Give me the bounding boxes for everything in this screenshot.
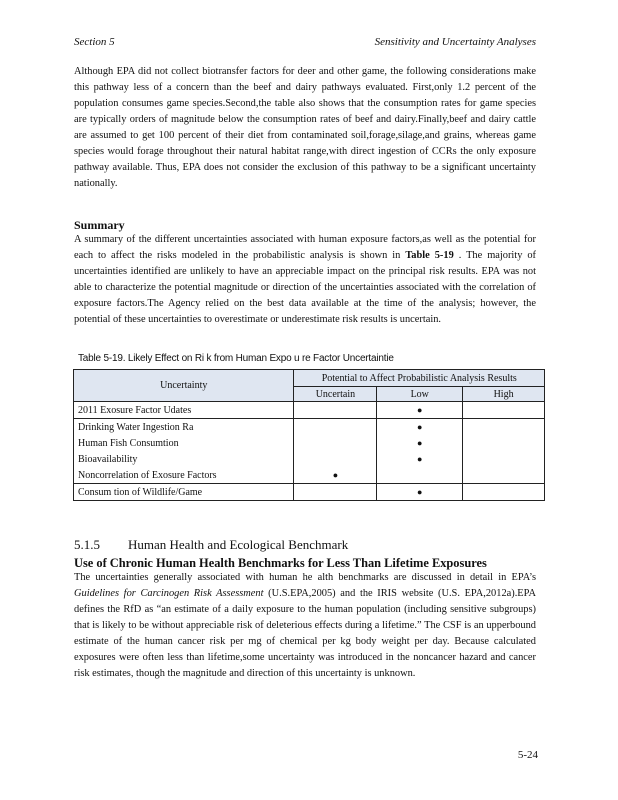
running-header-title: Sensitivity and Uncertainty Analyses	[374, 36, 536, 48]
cell-low	[377, 484, 463, 501]
running-header-section: Section 5	[74, 36, 115, 48]
cell-uncertain	[294, 402, 377, 419]
benchmark-text-start: The uncertainties generally associated with human he alth benchmarks are discussed in detail in EPA’s	[74, 572, 536, 583]
benchmark-text-end: (U.S.EPA,2005) and the IRIS website (U.S. EPA,2012a).EPA defines the RfD as “an estimate of a daily exposure to the human population (including sensitive subgroups) that is likely to be without appreciable risk of deleterious effects during a lifetime.” The CSF is an upperbound estimate of the human cancer risk per mg of chemical per kg body weight per day. Because calculated exposures were often less than lifetime,some uncertainty was introduced in the noncancer hazard and cancer risk estimates, though the magnitude and direction of this uncertainty is unknown.	[74, 588, 536, 679]
effect-dot-icon: ●	[417, 404, 423, 415]
subsection-heading: Use of Chronic Human Health Benchmarks for Less Than Lifetime Exposures	[74, 556, 487, 570]
summary-paragraph	[74, 232, 536, 328]
cell-high	[463, 402, 545, 419]
table-reference: Table 5-19	[405, 250, 454, 261]
effect-dot-icon: ●	[417, 486, 423, 497]
table-row	[74, 435, 545, 451]
row-label: 2011 Exosure Factor Udates	[74, 402, 294, 419]
row-label: Consum tion of Wildlife/Game	[74, 484, 294, 501]
summary-text-start: A summary of the different uncertainties associated with human exposure factors,as well as the potential for each to affect the risks modeled in the probabilistic analysis is shown in	[74, 234, 536, 261]
summary-text-end: . The majority of uncertainties identified are unlikely to have an appreciable impact on the principal risk results. EPA was not able to characterize the potential magnitude or direction of the uncertainties associated with the correlation of exposure factors.The Agency relied on the best data available at the time of the analysis; however, the potential of these uncertainties to overestimate or underestimate risk results is uncertain.	[74, 250, 536, 325]
table-row	[74, 484, 545, 501]
benchmark-paragraph	[74, 570, 536, 682]
header-uncertain: Uncertain	[294, 387, 377, 402]
cell-high	[463, 419, 545, 436]
uncertainty-table	[73, 369, 545, 501]
cell-uncertain	[294, 467, 377, 484]
summary-heading: Summary	[74, 218, 125, 232]
row-label: Human Fish Consumtion	[74, 435, 294, 451]
table-row	[74, 451, 545, 467]
effect-dot-icon: ●	[332, 469, 339, 480]
cell-high	[463, 435, 545, 451]
cell-low	[377, 467, 463, 484]
section-heading	[74, 537, 348, 553]
row-label: Drinking Water Ingestion Ra	[74, 419, 294, 436]
table-row	[74, 467, 545, 484]
cell-uncertain	[294, 451, 377, 467]
cell-low	[377, 451, 463, 467]
paragraph-game-pathway: Although EPA did not collect biotransfer factors for deer and other game, the following considerations make this pathway less of a concern than the beef and dairy pathways evaluated. First,only 1.2 percent of the population consumes game species.Second,the table also shows that the consumption rates for game species are typically orders of magnitude below the consumption rates of beef and dairy.Finally,beef and dairy cattle are assumed to get 100 percent of their diet from contaminated soil,forage,silage,and grains, whereas game species would forage throughout their natural habitat range,with direct ingestion of CCRs the only exposure pathway available. Thus, EPA does not consider the exclusion of this pathway to be a significant uncertainty nationally.	[74, 66, 536, 189]
cell-high	[463, 467, 545, 484]
cell-low	[377, 435, 463, 451]
row-label: Noncorrelation of Exosure Factors	[74, 467, 294, 484]
header-uncertainty: Uncertainty	[74, 370, 294, 402]
header-high: High	[463, 387, 545, 402]
effect-dot-icon: ●	[417, 453, 423, 464]
cell-uncertain	[294, 484, 377, 501]
effect-dot-icon: ●	[417, 421, 423, 432]
table-row	[74, 402, 545, 419]
cell-low	[377, 419, 463, 436]
header-low: Low	[377, 387, 463, 402]
row-label: Bioavailability	[74, 451, 294, 467]
table-row	[74, 419, 545, 436]
cell-low	[377, 402, 463, 419]
header-potential-effect: Potential to Affect Probabilistic Analysis Results	[294, 370, 545, 387]
cell-high	[463, 484, 545, 501]
section-number: 5.1.5	[74, 537, 100, 552]
table-caption: Table 5-19. Likely Effect on Ri k from Human Expo u re Factor Uncertaintie	[78, 353, 394, 364]
cell-uncertain	[294, 435, 377, 451]
section-title: Human Health and Ecological Benchmark	[128, 537, 349, 552]
effect-dot-icon: ●	[417, 437, 423, 448]
guidelines-title: Guidelines for Carcinogen Risk Assessment	[74, 588, 264, 599]
cell-high	[463, 451, 545, 467]
cell-uncertain	[294, 419, 377, 436]
page-number: 5-24	[517, 749, 538, 761]
